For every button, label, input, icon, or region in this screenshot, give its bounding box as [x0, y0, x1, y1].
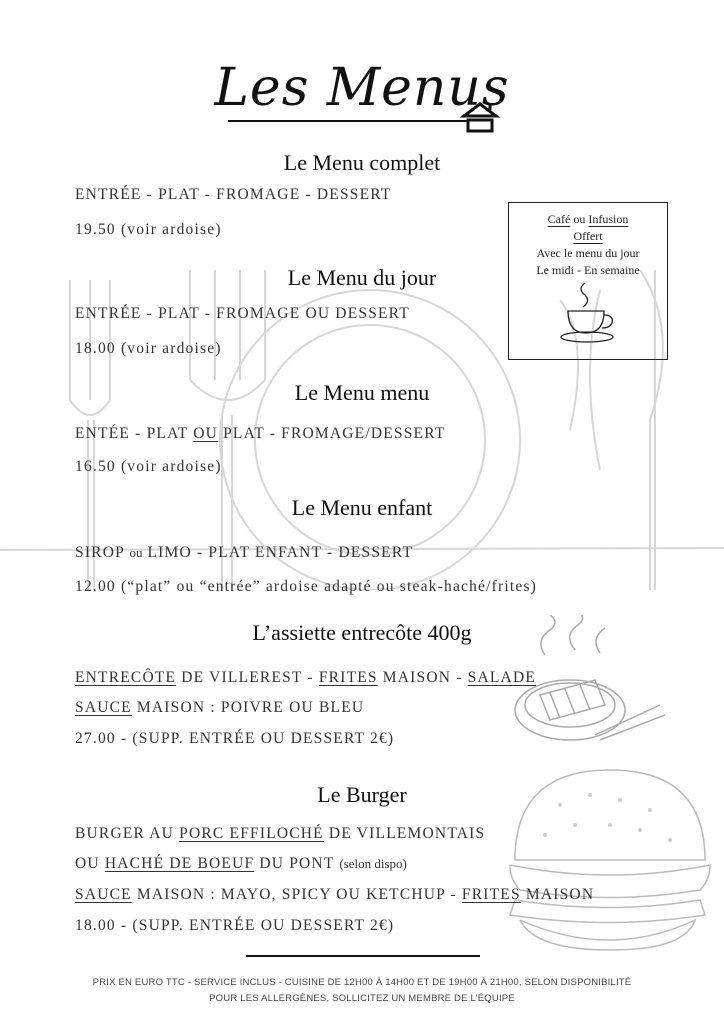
text-underlined: SAUCE	[75, 886, 132, 903]
coffee-line-3: Avec le menu du jour	[536, 246, 640, 260]
text-underlined: FRITES	[318, 669, 378, 686]
text: MAISON : POIVRE OU BLEU	[131, 699, 365, 716]
text-underlined: SAUCE	[75, 699, 132, 716]
footer-line-2: POUR LES ALLERGÈNES, SOLLICITEZ UN MEMBRE DE L’ÉQUIPE	[209, 993, 515, 1004]
text: DE VILLEREST -	[176, 669, 319, 686]
text-underlined: SALADE	[467, 669, 537, 686]
menu-menu-courses	[75, 425, 446, 443]
text-underlined: ENTRECÔTE	[75, 669, 177, 686]
text-underlined: FRITES	[461, 886, 521, 903]
menu-du-jour-courses: ENTRÉE - PLAT - FROMAGE OU DESSERT	[75, 305, 410, 322]
heading-menu-complet: Le Menu complet	[283, 150, 441, 175]
burger-line-2	[75, 855, 407, 873]
coffee-offer-box	[508, 202, 668, 360]
burger-price: 18.00 - (SUPP. ENTRÉE OU DESSERT 2€)	[75, 917, 395, 934]
text-underlined: Infusion	[588, 212, 629, 226]
text: BURGER AU	[75, 825, 180, 842]
menu-menu-price: 16.50 (voir ardoise)	[75, 458, 222, 475]
coffee-cup-icon	[553, 279, 623, 349]
heading-burger: Le Burger	[317, 782, 407, 807]
text: MAISON -	[377, 669, 468, 686]
text-underlined: Café	[547, 212, 571, 226]
entrecote-description	[75, 669, 536, 687]
text: DE VILLEMONTAIS	[323, 825, 486, 842]
text: ou	[570, 212, 589, 226]
footer-divider	[246, 955, 480, 957]
heading-menu-enfant: Le Menu enfant	[291, 495, 433, 520]
text: LIMO - PLAT ENFANT - DESSERT	[142, 544, 414, 561]
menu-complet-courses: ENTRÉE - PLAT - FROMAGE - DESSERT	[75, 186, 392, 203]
text-small: (selon dispo)	[339, 856, 407, 871]
text: DU PONT	[254, 855, 340, 872]
entrecote-price: 27.00 - (SUPP. ENTRÉE OU DESSERT 2€)	[75, 730, 395, 747]
heading-assiette-entrecote: L’assiette entrecôte 400g	[252, 620, 472, 645]
coffee-line-4: Le midi - En semaine	[536, 263, 640, 277]
menu-enfant-courses	[75, 544, 413, 562]
text-underlined: PORC EFFILOCHÉ	[179, 825, 324, 842]
text-underlined: HACHÉ DE BOEUF	[104, 855, 255, 872]
text: MAISON	[520, 886, 595, 903]
text-small: ou	[129, 545, 143, 560]
menu-complet-price: 19.50 (voir ardoise)	[75, 221, 222, 238]
text: SIROP	[75, 544, 130, 561]
coffee-line-1	[509, 211, 667, 228]
heading-menu-menu: Le Menu menu	[294, 380, 430, 405]
coffee-offert: Offert	[573, 229, 603, 243]
text: MAISON : MAYO, SPICY OU KETCHUP -	[131, 886, 462, 903]
text: ENTÉE - PLAT	[75, 425, 194, 442]
menu-du-jour-price: 18.00 (voir ardoise)	[75, 340, 222, 357]
text: PLAT - FROMAGE/DESSERT	[218, 425, 446, 442]
entrecote-sauce	[75, 699, 364, 717]
menu-enfant-price: 12.00 (“plat” ou “entrée” ardoise adapté ou steak-haché/frites)	[75, 578, 538, 595]
heading-menu-du-jour: Le Menu du jour	[287, 265, 437, 290]
text: OU	[75, 855, 105, 872]
title-underline	[228, 120, 468, 122]
burger-sauce	[75, 886, 594, 904]
burger-line-1	[75, 825, 485, 843]
footer-line-1: PRIX EN EURO TTC - SERVICE INCLUS - CUISINE DE 12H00 À 14H00 ET DE 19H00 À 21H00, SELON DISPONIBILITÉ	[92, 977, 632, 988]
page-title: Les Menus	[214, 58, 510, 118]
text-underlined: OU	[193, 425, 219, 442]
home-icon[interactable]	[460, 100, 500, 134]
